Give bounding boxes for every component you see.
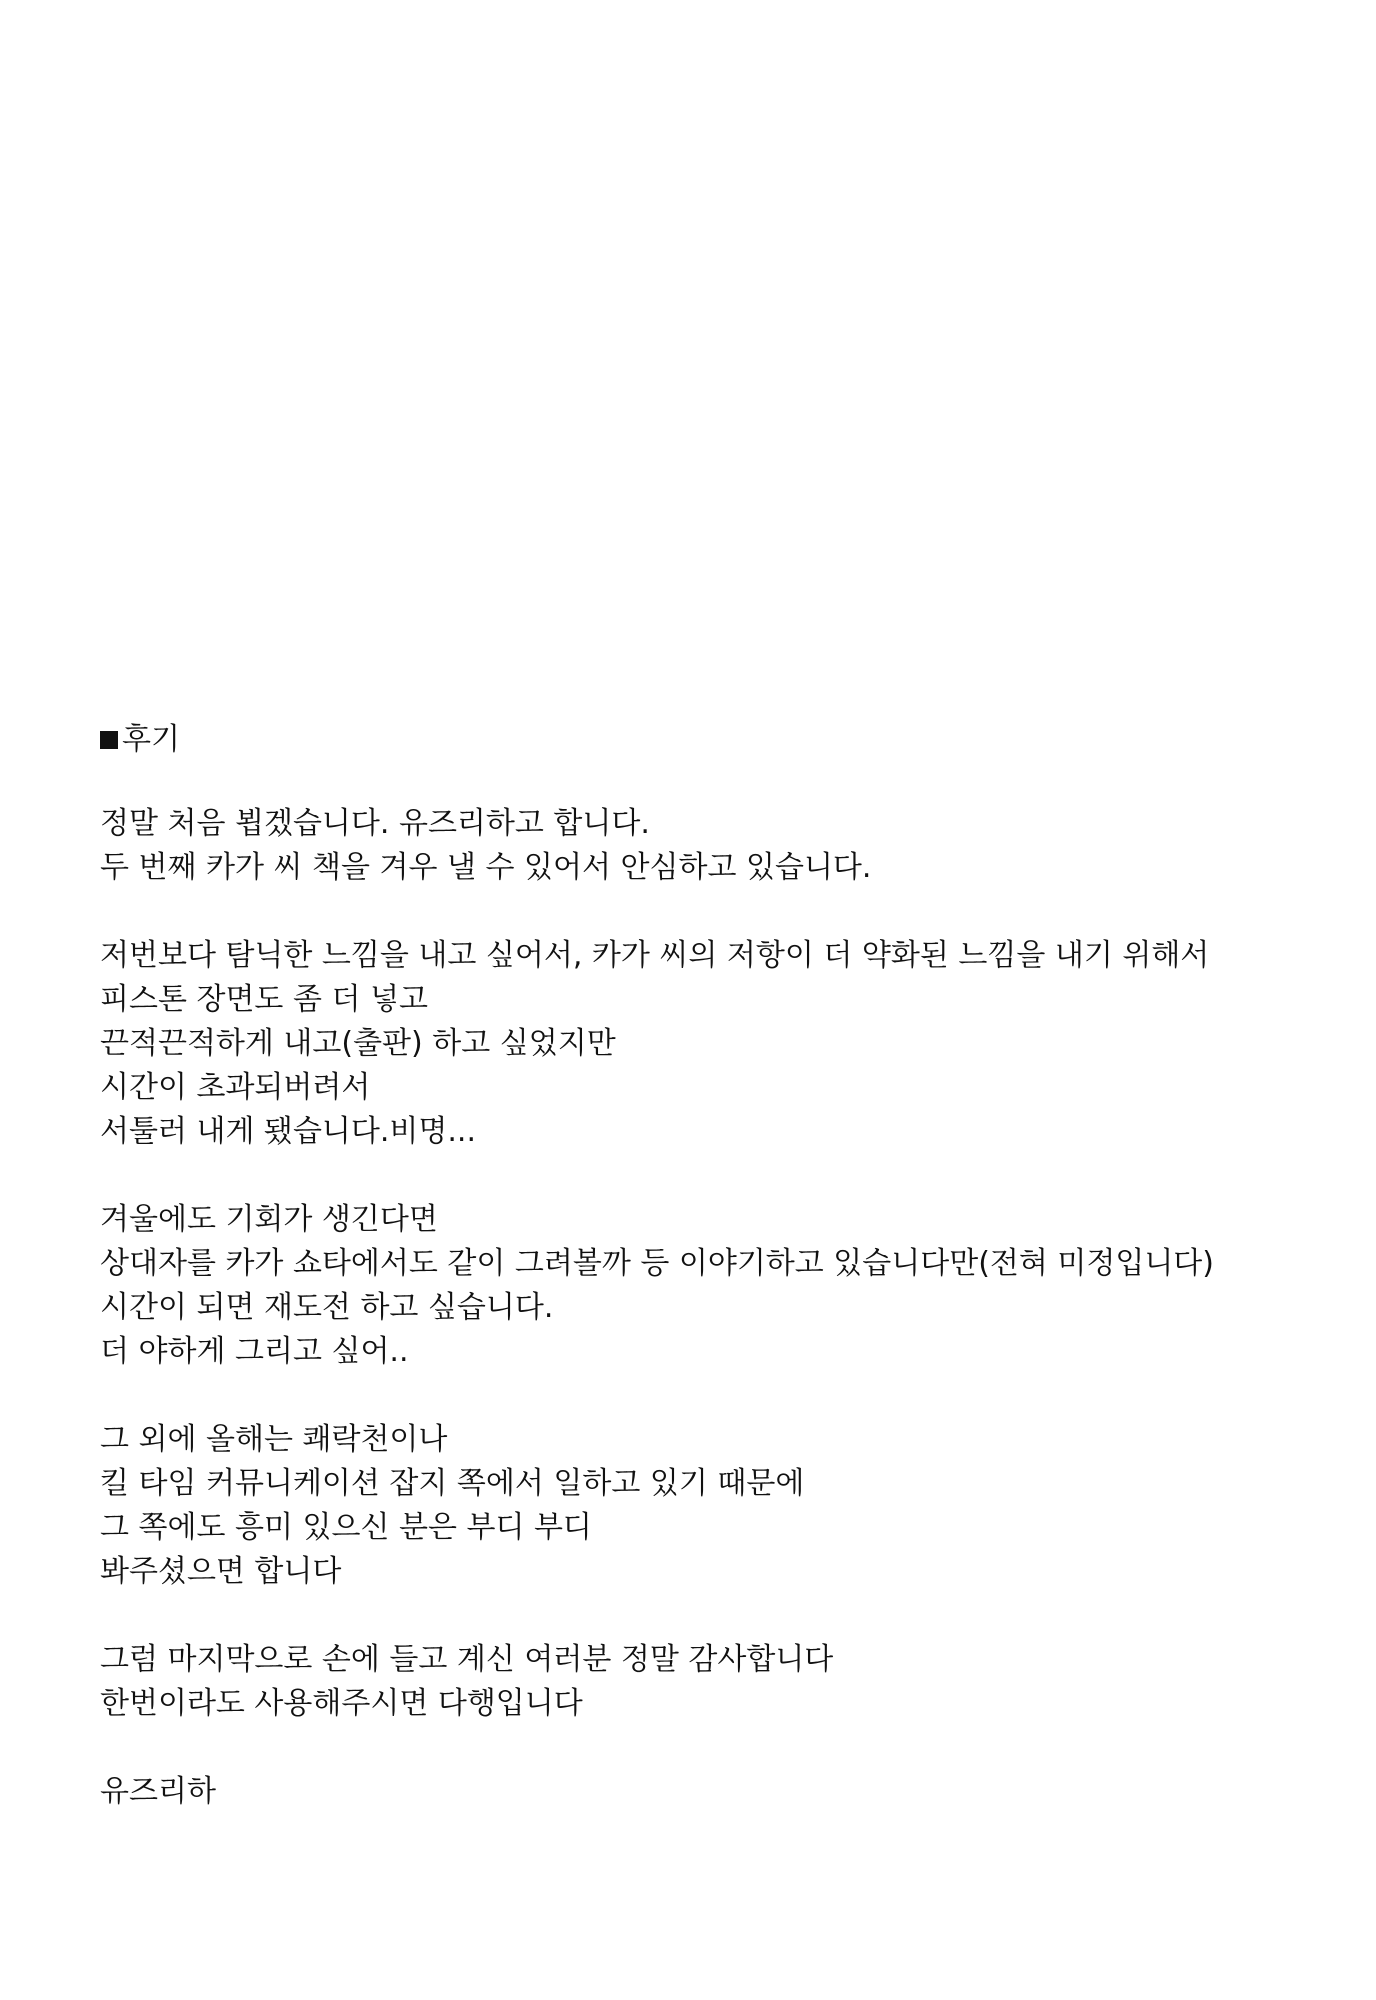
paragraph-regrets <box>100 934 1280 1154</box>
afterword-heading-text: 후기 <box>122 722 180 757</box>
afterword-section <box>100 718 1280 1814</box>
text-line: 정말 처음 뵙겠습니다. 유즈리하고 합니다. <box>100 806 650 841</box>
paragraph-winter-plans <box>100 1198 1280 1374</box>
text-line: 서툴러 내게 됐습니다.비명... <box>100 1114 476 1149</box>
afterword-heading <box>100 718 1280 762</box>
text-line: 저번보다 탐닉한 느낌을 내고 싶어서, 카가 씨의 저항이 더 약화된 느낌을 내기 위해서 <box>100 938 1210 973</box>
text-line: 그 쪽에도 흥미 있으신 분은 부디 부디 <box>100 1510 592 1545</box>
text-line: 겨울에도 기회가 생긴다면 <box>100 1202 438 1237</box>
paragraph-other-work <box>100 1418 1280 1594</box>
text-line: 시간이 초과되버려서 <box>100 1070 371 1105</box>
text-line: 시간이 되면 재도전 하고 싶습니다. <box>100 1290 554 1325</box>
text-line: 그럼 마지막으로 손에 들고 계신 여러분 정말 감사합니다 <box>100 1642 834 1677</box>
square-bullet-icon <box>100 731 118 749</box>
text-line: 봐주셨으면 합니다 <box>100 1554 342 1589</box>
text-line: 킬 타임 커뮤니케이션 잡지 쪽에서 일하고 있기 때문에 <box>100 1466 805 1501</box>
paragraph-thanks <box>100 1638 1280 1726</box>
text-line: 상대자를 카가 쇼타에서도 같이 그려볼까 등 이야기하고 있습니다만(전혀 미정입니다) <box>100 1246 1214 1281</box>
paragraph-greeting <box>100 802 1280 890</box>
author-signature: 유즈리하 <box>100 1774 216 1809</box>
text-line: 두 번째 카가 씨 책을 겨우 낼 수 있어서 안심하고 있습니다. <box>100 850 872 885</box>
text-line: 피스톤 장면도 좀 더 넣고 <box>100 982 428 1017</box>
text-line: 끈적끈적하게 내고(출판) 하고 싶었지만 <box>100 1026 616 1061</box>
text-line: 그 외에 올해는 쾌락천이나 <box>100 1422 448 1457</box>
text-line: 한번이라도 사용해주시면 다행입니다 <box>100 1686 583 1721</box>
text-line: 더 야하게 그리고 싶어.. <box>100 1334 409 1369</box>
